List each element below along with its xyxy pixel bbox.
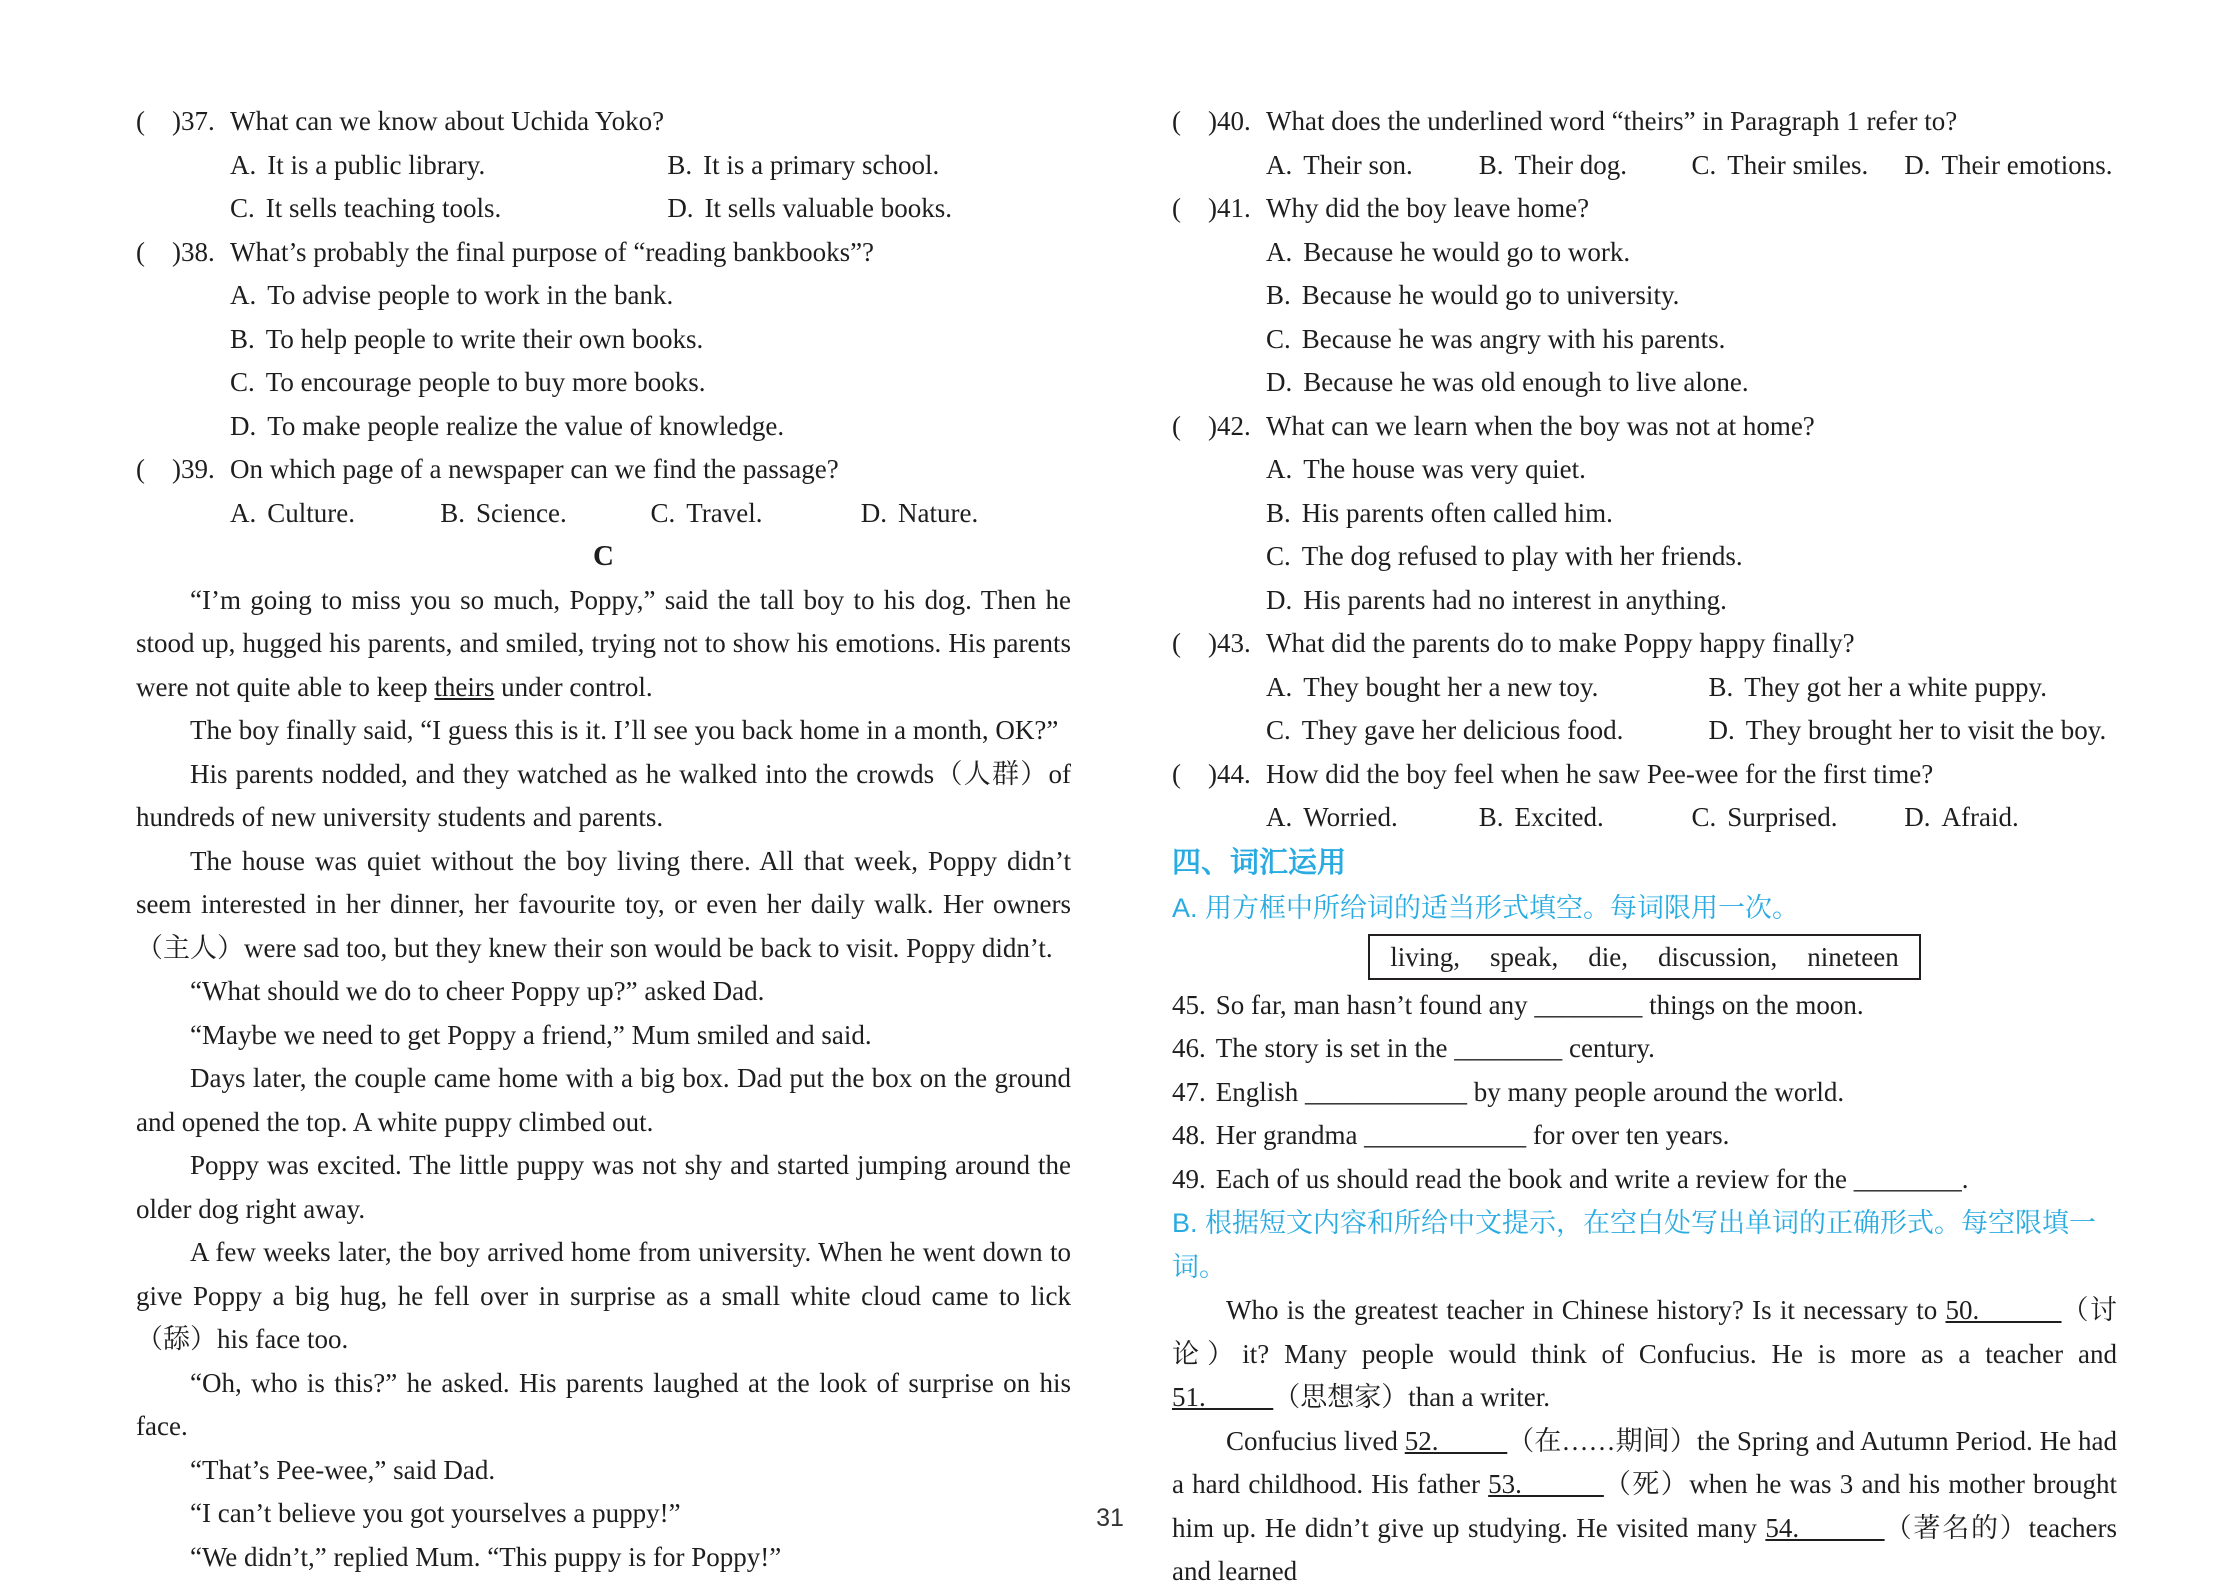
text-segment: “I can’t believe you got yourselves a puppy!” — [190, 1498, 681, 1528]
option-text: Because he was angry with his parents. — [1301, 323, 1726, 354]
option-A — [230, 144, 667, 188]
item-text: Her grandma ____________ for over ten years. — [1215, 1120, 1730, 1150]
item-number: 46. — [1172, 1033, 1206, 1063]
question-text: What’s probably the final purpose of “reading bankbooks”? — [230, 236, 875, 267]
section-c-heading: C — [593, 540, 614, 572]
paragraph — [136, 709, 1071, 753]
option-C — [1692, 796, 1905, 840]
option-label: A. — [1266, 454, 1293, 484]
option-A — [230, 492, 440, 536]
option-text: Worried. — [1303, 802, 1398, 832]
reading-passage-c — [136, 579, 1071, 1580]
text-segment: “That’s Pee-wee,” said Dad. — [190, 1454, 496, 1485]
option-label: B. — [1266, 280, 1291, 310]
option-text: To advise people to work in the bank. — [267, 280, 674, 310]
underlined-text: 53. — [1488, 1469, 1604, 1499]
question — [136, 100, 1071, 231]
option-text: Afraid. — [1941, 802, 2019, 832]
option-C — [1266, 709, 1709, 753]
option-label: C. — [1266, 715, 1291, 745]
option-C — [1266, 318, 2117, 362]
left-column — [136, 100, 1071, 1579]
option-D — [1266, 361, 2117, 405]
word-box-row — [1172, 930, 2117, 984]
text-segment: （讨论）it? Many people would think of Confucius. He is more as a teacher and — [1172, 1295, 2118, 1369]
underlined-text: 52. — [1404, 1425, 1508, 1456]
word-box-word: discussion, — [1658, 941, 1778, 972]
option-C — [1266, 535, 2117, 579]
question-line — [1172, 187, 2117, 231]
option-label: A. — [1266, 149, 1293, 180]
text-segment: （死）when he was 3 and his mother brought him up. He didn’t give up studying. He visited many — [1172, 1469, 2117, 1543]
option-text: The house was very quiet. — [1303, 454, 1586, 484]
question-text: What does the underlined word “theirs” in Paragraph 1 refer to? — [1266, 106, 1958, 136]
word-box-word: die, — [1588, 941, 1628, 972]
option-text: His parents often called him. — [1301, 497, 1613, 528]
option-A — [1266, 144, 1479, 188]
option-label: D. — [1266, 584, 1293, 615]
options — [1266, 231, 2117, 405]
option-label: D. — [230, 410, 257, 441]
option-label: A. — [1266, 802, 1293, 832]
text-segment: （在……期间）the Spring and Autumn Period. He had a hard childhood. His father — [1172, 1425, 2118, 1499]
text-segment: （著名的）teachers and learned — [1172, 1512, 2118, 1586]
option-label: C. — [1266, 323, 1291, 354]
text-segment: “I’m going to miss you so much, Poppy,” said the tall boy to his dog. Then he stood up, hugged his parents, and smiled, trying not to show his emotions. His parents were not quite able to keep — [136, 584, 1071, 702]
answer-bracket: ( )38. — [136, 236, 215, 267]
paragraph — [136, 579, 1071, 710]
option-B — [230, 318, 1071, 362]
right-column — [1172, 100, 2117, 1594]
text-segment: under control. — [494, 671, 653, 702]
options — [1266, 796, 2117, 840]
option-text: Their dog. — [1514, 149, 1627, 180]
option-text: They bought her a new toy. — [1303, 671, 1599, 702]
option-text: They got her a white puppy. — [1744, 671, 2047, 702]
question-line — [136, 100, 1071, 144]
item-number: 47. — [1172, 1076, 1206, 1107]
option-label: D. — [667, 193, 694, 223]
item-number: 49. — [1172, 1163, 1206, 1194]
option-text: Their smiles. — [1727, 149, 1869, 180]
options — [1266, 666, 2117, 753]
option-label: D. — [860, 497, 887, 528]
answer-bracket: ( )44. — [1172, 758, 1251, 789]
item-text: So far, man hasn’t found any ________ things on the moon. — [1215, 989, 1864, 1020]
options — [1266, 448, 2117, 622]
fill-item — [1172, 1114, 2117, 1158]
option-B — [440, 492, 650, 536]
paragraph — [136, 1362, 1071, 1449]
questions-40-44 — [1172, 100, 2117, 840]
option-label: A. — [230, 149, 257, 180]
text-segment: His parents nodded, and they watched as he walked into the crowds（人群）of hundreds of new university students and parents. — [136, 758, 1071, 832]
option-label: D. — [1904, 149, 1931, 180]
question-line — [1172, 100, 2117, 144]
word-box-word: living, — [1390, 941, 1461, 972]
option-B — [1709, 666, 2117, 710]
option-text: They gave her delicious food. — [1301, 715, 1624, 745]
option-text: To encourage people to buy more books. — [265, 367, 706, 397]
fill-item — [1172, 1027, 2117, 1071]
question-line — [1172, 622, 2117, 666]
option-label: D. — [1708, 715, 1735, 745]
text-segment: “We didn’t,” replied Mum. “This puppy is for Poppy!” — [190, 1541, 782, 1572]
part-b-instruction: B. 根据短文内容和所给中文提示，在空白处写出单词的正确形式。每空限填一词。 — [1172, 1208, 2097, 1282]
paragraph — [136, 970, 1071, 1014]
question — [136, 231, 1071, 449]
option-D — [861, 492, 1071, 536]
option-label: A. — [230, 280, 257, 310]
item-number: 45. — [1172, 989, 1206, 1020]
option-text: To help people to write their own books. — [265, 323, 704, 354]
item-text: The story is set in the ________ century. — [1215, 1033, 1655, 1063]
option-label: B. — [1708, 671, 1734, 702]
questions-37-39 — [136, 100, 1071, 535]
option-B — [1266, 274, 2117, 318]
option-label: A. — [1266, 671, 1293, 702]
underlined-text: theirs — [434, 671, 495, 702]
item-text: English ____________ by many people around the world. — [1215, 1076, 1845, 1107]
option-text: Excited. — [1514, 802, 1604, 832]
part-a-instruction: A. 用方框中所给词的适当形式填空。每词限用一次。 — [1172, 892, 1800, 923]
option-text: His parents had no interest in anything. — [1303, 584, 1727, 615]
option-label: C. — [1691, 149, 1717, 180]
option-text: Because he was old enough to live alone. — [1303, 367, 1749, 397]
paragraph — [136, 1144, 1071, 1231]
option-D — [1266, 579, 2117, 623]
option-text: Their emotions. — [1941, 149, 2113, 180]
option-label: C. — [1691, 802, 1717, 832]
word-box-word: nineteen — [1807, 941, 1899, 972]
underlined-text: 51. — [1172, 1382, 1274, 1412]
answer-bracket: ( )40. — [1172, 106, 1251, 136]
option-label: D. — [1266, 367, 1293, 397]
question-line — [1172, 753, 2117, 797]
option-text: Because he would go to work. — [1303, 236, 1631, 267]
option-text: To make people realize the value of knowledge. — [267, 410, 785, 441]
option-label: C. — [650, 497, 676, 528]
page-number: 31 — [1096, 1504, 1124, 1532]
word-box — [1368, 934, 1920, 980]
options — [230, 144, 1071, 231]
text-segment: （思想家）than a writer. — [1273, 1382, 1550, 1412]
options — [1266, 144, 2117, 188]
option-text: It is a public library. — [267, 149, 486, 180]
option-label: B. — [1478, 149, 1504, 180]
option-A — [1266, 666, 1709, 710]
option-A — [1266, 796, 1479, 840]
text-segment: Poppy was excited. The little puppy was not shy and started jumping around the older dog right away. — [136, 1150, 1071, 1224]
option-B — [1479, 144, 1692, 188]
option-text: Nature. — [898, 497, 979, 528]
paragraph — [136, 1449, 1071, 1493]
option-label: B. — [1478, 802, 1504, 832]
question — [1172, 405, 2117, 623]
option-text: It is a primary school. — [703, 149, 940, 180]
question — [136, 448, 1071, 535]
question-line — [136, 231, 1071, 275]
option-label: A. — [1266, 236, 1293, 267]
option-D — [667, 187, 1071, 231]
option-C — [230, 361, 1071, 405]
question-text: On which page of a newspaper can we find the passage? — [230, 454, 839, 484]
text-segment: “Maybe we need to get Poppy a friend,” Mum smiled and said. — [190, 1019, 872, 1050]
paragraph — [136, 1014, 1071, 1058]
fill-item — [1172, 984, 2117, 1028]
answer-bracket: ( )43. — [1172, 628, 1251, 658]
option-text: It sells teaching tools. — [265, 193, 502, 223]
question-text: What did the parents do to make Poppy happy finally? — [1266, 628, 1855, 658]
option-text: Culture. — [267, 497, 355, 528]
option-D — [1709, 709, 2117, 753]
text-segment: The house was quiet without the boy living there. All that week, Poppy didn’t seem interested in her dinner, her favourite toy, or even her daily walk. Her owners（主人）were sad too, but they knew their son would be back to visit. Poppy didn’t. — [136, 845, 1071, 963]
answer-bracket: ( )39. — [136, 454, 215, 484]
option-A — [1266, 231, 2117, 275]
underlined-text: 54. — [1765, 1512, 1885, 1543]
options — [230, 274, 1071, 448]
fill-item — [1172, 1158, 2117, 1202]
paragraph — [136, 840, 1071, 971]
question-text: What can we know about Uchida Yoko? — [230, 106, 665, 136]
option-D — [230, 405, 1071, 449]
question-line — [136, 448, 1071, 492]
fill-item — [1172, 1071, 2117, 1115]
paragraph — [136, 753, 1071, 840]
fill-in-items-45-49 — [1172, 984, 2117, 1202]
option-C — [230, 187, 667, 231]
option-label: C. — [230, 367, 255, 397]
option-label: C. — [230, 193, 255, 223]
option-label: B. — [230, 323, 255, 354]
option-text: The dog refused to play with her friends. — [1301, 541, 1743, 571]
answer-bracket: ( )37. — [136, 106, 215, 136]
option-text: Travel. — [686, 497, 763, 528]
paragraph — [136, 1536, 1071, 1580]
option-B — [1479, 796, 1692, 840]
option-label: B. — [1266, 497, 1291, 528]
text-segment: “Oh, who is this?” he asked. His parents laughed at the look of surprise on his face. — [136, 1367, 1071, 1441]
text-segment: A few weeks later, the boy arrived home from university. When he went down to give Poppy a big hug, he fell over in surprise as a small white cloud came to lick（舔）his face too. — [136, 1237, 1071, 1354]
question — [1172, 100, 2117, 187]
question — [1172, 622, 2117, 753]
text-segment: The boy finally said, “I guess this is it. I’ll see you back home in a month, OK?” — [190, 715, 1059, 745]
item-text: Each of us should read the book and write a review for the ________. — [1215, 1163, 1969, 1194]
text-segment: “What should we do to cheer Poppy up?” asked Dad. — [190, 976, 765, 1006]
option-B — [667, 144, 1071, 188]
option-label: D. — [1904, 802, 1931, 832]
question-text: What can we learn when the boy was not at home? — [1266, 410, 1815, 441]
question — [1172, 187, 2117, 405]
option-text: Their son. — [1303, 149, 1413, 180]
option-text: It sells valuable books. — [704, 193, 953, 223]
question — [1172, 753, 2117, 840]
option-label: C. — [1266, 541, 1291, 571]
option-text: Surprised. — [1727, 802, 1838, 832]
option-text: They brought her to visit the boy. — [1745, 715, 2107, 745]
paragraph — [136, 1231, 1071, 1362]
question-text: Why did the boy leave home? — [1266, 193, 1590, 223]
option-B — [1266, 492, 2117, 536]
option-D — [1904, 144, 2117, 188]
option-A — [230, 274, 1071, 318]
text-segment: Confucius lived — [1226, 1425, 1405, 1456]
option-label: B. — [440, 497, 466, 528]
option-C — [1692, 144, 1905, 188]
option-D — [1904, 796, 2117, 840]
part-b-passage — [1172, 1289, 2117, 1594]
option-label: A. — [230, 497, 257, 528]
answer-bracket: ( )42. — [1172, 410, 1251, 441]
underlined-text: 50. — [1945, 1295, 2062, 1325]
text-segment: Days later, the couple came home with a big box. Dad put the box on the ground and opened the top. A white puppy climbed out. — [136, 1063, 1071, 1137]
item-number: 48. — [1172, 1120, 1206, 1150]
option-text: Science. — [476, 497, 567, 528]
word-box-word: speak, — [1490, 941, 1559, 972]
question-line — [1172, 405, 2117, 449]
options — [230, 492, 1071, 536]
option-label: B. — [667, 149, 693, 180]
text-segment: Who is the greatest teacher in Chinese history? Is it necessary to — [1226, 1295, 1946, 1325]
option-text: Because he would go to university. — [1301, 280, 1680, 310]
vocab-section-heading: 四、词汇运用 — [1172, 846, 1347, 879]
answer-bracket: ( )41. — [1172, 193, 1251, 223]
paragraph — [1172, 1289, 2117, 1420]
paragraph — [136, 1057, 1071, 1144]
option-A — [1266, 448, 2117, 492]
question-text: How did the boy feel when he saw Pee-wee for the first time? — [1266, 758, 1934, 789]
option-C — [651, 492, 861, 536]
